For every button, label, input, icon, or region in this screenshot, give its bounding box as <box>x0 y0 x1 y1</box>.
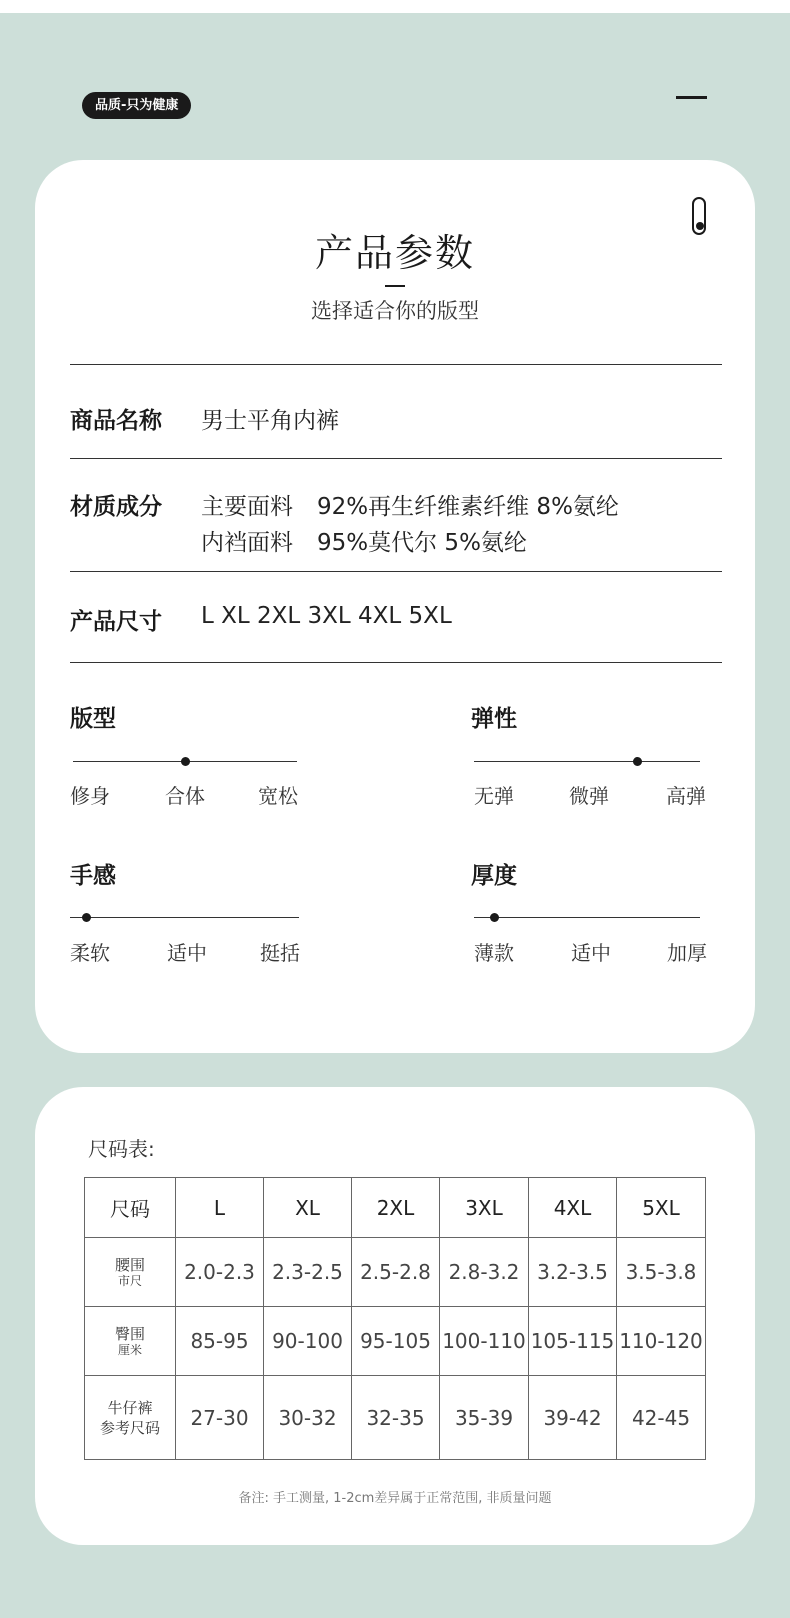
size-chart-table <box>84 1177 706 1460</box>
table-cell: 90-100 <box>264 1307 352 1376</box>
table-cell: 2.3-2.5 <box>264 1238 352 1307</box>
elasticity-scale-high: 高弹 <box>666 784 706 808</box>
thickness-scale-high: 加厚 <box>667 941 707 965</box>
row-label: 臀围 <box>114 1325 145 1343</box>
elasticity-scale-low: 无弹 <box>474 784 514 808</box>
header-cell: 2XL <box>352 1178 440 1238</box>
thickness-scale-track <box>474 917 700 918</box>
feel-scale-low: 柔软 <box>70 941 110 965</box>
divider <box>70 571 722 572</box>
divider <box>70 364 722 365</box>
table-cell: 85-95 <box>176 1307 264 1376</box>
table-cell: 2.8-3.2 <box>440 1238 529 1307</box>
thickness-scale-title: 厚度 <box>471 863 517 889</box>
row-unit: 市尺 <box>117 1274 142 1288</box>
table-cell: 3.5-3.8 <box>617 1238 706 1307</box>
header-cell: 4XL <box>529 1178 617 1238</box>
header-cell: L <box>176 1178 264 1238</box>
feel-scale-title: 手感 <box>70 863 116 889</box>
divider <box>70 458 722 459</box>
table-cell: 3.2-3.5 <box>529 1238 617 1307</box>
thickness-scale-low: 薄款 <box>474 941 514 965</box>
size-value: L XL 2XL 3XL 4XL 5XL <box>201 603 452 629</box>
fit-scale-title: 版型 <box>70 706 116 732</box>
row-unit: 参考尺码 <box>99 1418 160 1437</box>
material-lining <box>201 524 527 557</box>
table-cell: 105-115 <box>529 1307 617 1376</box>
table-cell: 95-105 <box>352 1307 440 1376</box>
thickness-scale-mid: 适中 <box>571 941 611 965</box>
row-header <box>85 1376 176 1460</box>
table-cell: 39-42 <box>529 1376 617 1460</box>
fit-scale-high: 宽松 <box>258 784 298 808</box>
table-row <box>85 1238 706 1307</box>
measurement-note: 备注: 手工测量, 1-2cm差异属于正常范围, 非质量问题 <box>238 1491 552 1506</box>
table-cell: 35-39 <box>440 1376 529 1460</box>
table-row <box>85 1376 706 1460</box>
product-name-label: 商品名称 <box>70 408 162 434</box>
row-header <box>85 1307 176 1376</box>
fit-scale-mid: 合体 <box>165 784 205 808</box>
elasticity-scale-track <box>474 761 700 762</box>
quality-badge: 品质-只为健康 <box>82 92 191 119</box>
material-lining-label: 内裆面料 <box>201 530 293 556</box>
thickness-scale-indicator <box>490 913 499 922</box>
title-divider <box>385 285 405 287</box>
table-cell: 27-30 <box>176 1376 264 1460</box>
material-lining-value: 95%莫代尔 5%氨纶 <box>317 530 527 556</box>
page-title: 产品参数 <box>314 231 475 275</box>
row-label: 腰围 <box>114 1256 145 1274</box>
product-name-value: 男士平角内裤 <box>201 408 339 434</box>
material-main-value: 92%再生纤维素纤维 8%氨纶 <box>317 494 619 520</box>
feel-scale-mid: 适中 <box>167 941 207 965</box>
table-cell: 2.5-2.8 <box>352 1238 440 1307</box>
table-cell: 30-32 <box>264 1376 352 1460</box>
size-chart-caption: 尺码表: <box>88 1137 155 1161</box>
page-subtitle: 选择适合你的版型 <box>311 299 479 323</box>
size-chart-card <box>35 1087 755 1545</box>
table-cell: 2.0-2.3 <box>176 1238 264 1307</box>
row-label: 牛仔裤 <box>107 1398 153 1417</box>
top-strip <box>0 0 790 13</box>
header-cell: XL <box>264 1178 352 1238</box>
dash-decoration <box>676 96 707 99</box>
fit-scale-indicator <box>181 757 190 766</box>
divider <box>70 662 722 663</box>
table-cell: 32-35 <box>352 1376 440 1460</box>
elasticity-scale-indicator <box>633 757 642 766</box>
table-row <box>85 1307 706 1376</box>
material-main <box>201 488 619 521</box>
product-params-card <box>35 160 755 1053</box>
header-cell: 3XL <box>440 1178 529 1238</box>
elasticity-scale-title: 弹性 <box>471 706 517 732</box>
feel-scale-indicator <box>82 913 91 922</box>
header-cell: 尺码 <box>85 1178 176 1238</box>
material-label: 材质成分 <box>70 494 162 520</box>
table-cell: 110-120 <box>617 1307 706 1376</box>
table-cell: 42-45 <box>617 1376 706 1460</box>
feel-scale-high: 挺括 <box>260 941 300 965</box>
row-header <box>85 1238 176 1307</box>
material-main-label: 主要面料 <box>201 494 293 520</box>
size-label: 产品尺寸 <box>70 609 162 635</box>
row-unit: 厘米 <box>117 1343 142 1357</box>
feel-scale-track <box>70 917 299 918</box>
fit-scale-low: 修身 <box>70 784 110 808</box>
header-cell: 5XL <box>617 1178 706 1238</box>
table-cell: 100-110 <box>440 1307 529 1376</box>
elasticity-scale-mid: 微弹 <box>569 784 609 808</box>
table-header-row <box>85 1178 706 1238</box>
